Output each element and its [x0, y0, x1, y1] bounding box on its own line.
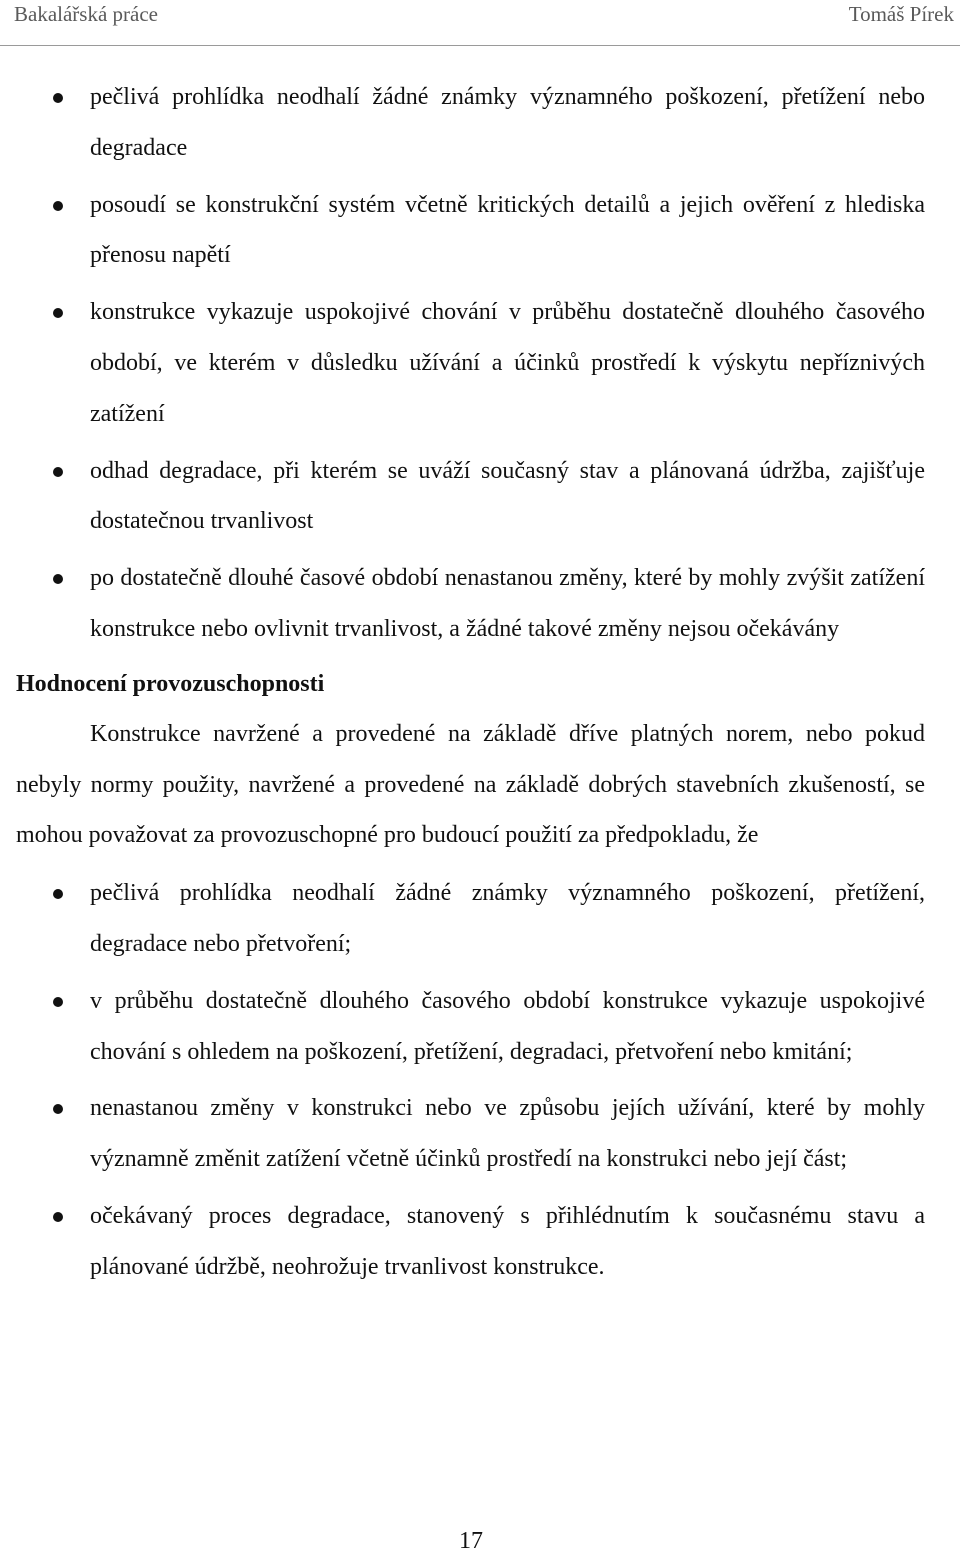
list-item	[16, 1191, 925, 1293]
body-paragraph: Konstrukce navržené a provedené na základě dříve platných norem, nebo pokud nebyly normy použity, navržené a provedené na základě dobrých stavebních zkušeností, se mohou považovat za provozuschopné pro budoucí použití za předpokladu, že	[16, 720, 925, 849]
list-item	[16, 72, 925, 174]
list-item-text: posoudí se konstrukční systém včetně kritických detailů a jejich ověření z hlediska přenosu napětí	[90, 191, 925, 269]
list-item-text: odhad degradace, při kterém se uváží současný stav a plánovaná údržba, zajišťuje dostatečnou trvanlivost	[90, 457, 925, 535]
bullet-icon	[53, 93, 63, 103]
list-item-text: pečlivá prohlídka neodhalí žádné známky významného poškození, přetížení nebo degradace	[90, 84, 925, 161]
page-body	[16, 72, 925, 1299]
bullet-icon	[53, 574, 63, 584]
list-item	[16, 287, 925, 439]
list-item-text: v průběhu dostatečně dlouhého časového období konstrukce vykazuje uspokojivé chování s ohledem na poškození, přetížení, degradaci, přetvoření nebo kmitání;	[90, 987, 925, 1065]
list-item	[16, 868, 925, 970]
page-number: 17	[459, 1528, 483, 1554]
bullet-list-top	[16, 72, 925, 655]
list-item-text: očekávaný proces degradace, stanovený s přihlédnutím k současnému stavu a plánované údržbě, neohrožuje trvanlivost konstrukce.	[90, 1202, 925, 1280]
section-heading: Hodnocení provozuschopnosti	[16, 670, 325, 697]
list-item	[16, 976, 925, 1078]
bullet-icon	[53, 1104, 63, 1114]
list-item-text: po dostatečně dlouhé časové období nenastanou změny, které by mohly zvýšit zatížení konstrukce nebo ovlivnit trvanlivost, a žádné takové změny nejsou očekávány	[90, 565, 925, 642]
list-item-text: nenastanou změny v konstrukci nebo ve způsobu jejích užívání, které by mohly významně změnit zatížení včetně účinků prostředí na konstrukci nebo její část;	[90, 1095, 925, 1173]
list-item-text: konstrukce vykazuje uspokojivé chování v průběhu dostatečně dlouhého časového období, ve kterém v důsledku užívání a účinků prostředí k výskytu nepříznivých zatížení	[90, 299, 925, 427]
bullet-icon	[53, 467, 63, 477]
bullet-list-bottom	[16, 868, 925, 1292]
list-item	[16, 1083, 925, 1185]
bullet-icon	[53, 201, 63, 211]
bullet-icon	[53, 997, 63, 1007]
header-thesis-type: Bakalářská práce	[14, 2, 158, 26]
list-item	[16, 180, 925, 282]
list-item-text: pečlivá prohlídka neodhalí žádné známky významného poškození, přetížení, degradace nebo přetvoření;	[90, 880, 925, 957]
bullet-icon	[53, 1212, 63, 1222]
page-header	[0, 0, 960, 46]
bullet-icon	[53, 889, 63, 899]
bullet-icon	[53, 308, 63, 318]
header-author: Tomáš Pírek	[848, 2, 954, 26]
list-item	[16, 553, 925, 655]
list-item	[16, 446, 925, 548]
